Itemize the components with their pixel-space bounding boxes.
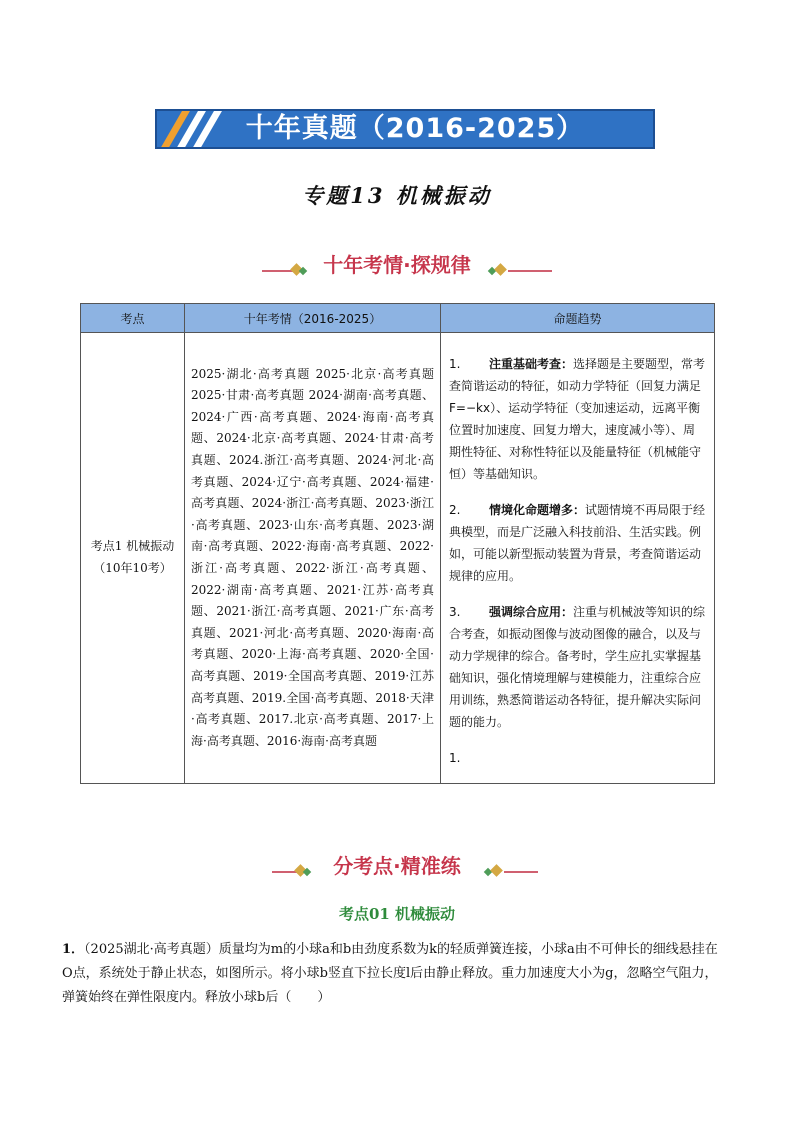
trend-item <box>449 747 706 769</box>
kaodian-section-title: 考点01 机械振动 <box>338 905 456 923</box>
exam-trend-table <box>80 303 715 784</box>
question-text: （2025湖北·高考真题）质量均为m的小球a和b由劲度系数为k的轻质弹簧连接，小球a由不可伸长的细线悬挂在O点，系统处于静止状态，如图所示。将小球b竖直下拉长度l后由静止释放。重力加速度大小为g，忽略空气阻力，弹簧始终在弹性限度内。释放小球b后（ ） <box>62 942 718 1005</box>
trend-item <box>449 353 706 485</box>
section-title: 分考点·精准练 <box>333 854 461 878</box>
trend-text: 选择题是主要题型，常考查简谐运动的特征，如动力学特征（回复力满足F=−kx）、运动学特征（变加速运动，远离平衡位置时加速度、回复力增大，速度减小等）、周期性特征、对称性特征以及能量特征（机械能守恒）等基础知识。 <box>449 357 706 481</box>
trend-number: 1. <box>449 357 461 371</box>
table-row <box>81 333 715 784</box>
table-header-row <box>81 304 715 333</box>
trend-number: 1. <box>449 751 461 765</box>
trend-item <box>449 499 706 587</box>
diamond-ornament-right <box>494 263 507 276</box>
cell-trend <box>441 333 715 784</box>
kaodian-name: 考点1 机械振动 <box>90 539 175 554</box>
section-divider-right <box>504 871 538 873</box>
question-1 <box>62 938 722 1010</box>
trend-text: 试题情境不再局限于经典模型，而是广泛融入科技前沿、生活实践。例如，可能以新型振动装置为背景，考查简谐运动规律的应用。 <box>449 503 706 583</box>
diamond-ornament-right <box>490 864 503 877</box>
trend-number: 3. <box>449 605 461 619</box>
banner-title: 十年真题（2016-2025） <box>245 113 585 144</box>
header-trend: 命题趋势 <box>441 304 715 333</box>
trend-heading: 强调综合应用： <box>489 605 574 619</box>
diamond-ornament-left-small <box>303 868 311 876</box>
cell-kaodian <box>81 333 185 784</box>
title-banner <box>155 109 655 149</box>
kaodian-count: （10年10考） <box>93 561 172 575</box>
trend-number: 2. <box>449 503 461 517</box>
topic-title: 专题13 机械振动 <box>302 183 492 208</box>
question-number: 1． <box>62 942 85 957</box>
header-history: 十年考情（2016-2025） <box>185 304 441 333</box>
trend-text: 注重与机械波等知识的综合考查，如振动图像与波动图像的融合，以及与动力学规律的综合。备考时，学生应扎实掌握基础知识，强化情境理解与建模能力，注重综合应用训练，熟悉简谐运动各特征，提升解决实际问题的能力。 <box>449 605 706 729</box>
section-divider-right <box>508 270 552 272</box>
trend-heading: 注重基础考查： <box>489 357 574 371</box>
cell-history: 2025·湖北·高考真题 2025·北京·高考真题 2025·甘肃·高考真题 2024·湖南·高考真题、2024·广西·高考真题、2024·海南·高考真题、2024·北京·高考真题、2024·甘肃·高考真题、2024.浙江·高考真题、2024·河北·高考真题、2024·辽宁·高考真题、2024·福建·高考真题、2024·浙江·高考真题、2023·浙江·高考真题、2023·山东·高考真题、2023·湖南·高考真题、2022·海南·高考真题、2022·浙江·高考真题、2022·浙江·高考真题、2022·湖南·高考真题、2021·江苏·高考真题、2021·浙江·高考真题、2021·广东·高考真题、2021·河北·高考真题、2020·海南·高考真题、2020·上海·高考真题、2020·全国·高考真题、2019·全国高考真题、2019·江苏高考真题、2019.全国·高考真题、2018·天津·高考真题、2017.北京·高考真题、2017·上海·高考真题、2016·海南·高考真题 <box>185 333 441 784</box>
trend-heading: 情境化命题增多： <box>489 503 586 517</box>
section-header-practice <box>0 851 794 881</box>
section-title: 十年考情·探规律 <box>323 253 471 277</box>
section-header-trends <box>0 250 794 280</box>
trend-item <box>449 601 706 733</box>
header-kaodian: 考点 <box>81 304 185 333</box>
